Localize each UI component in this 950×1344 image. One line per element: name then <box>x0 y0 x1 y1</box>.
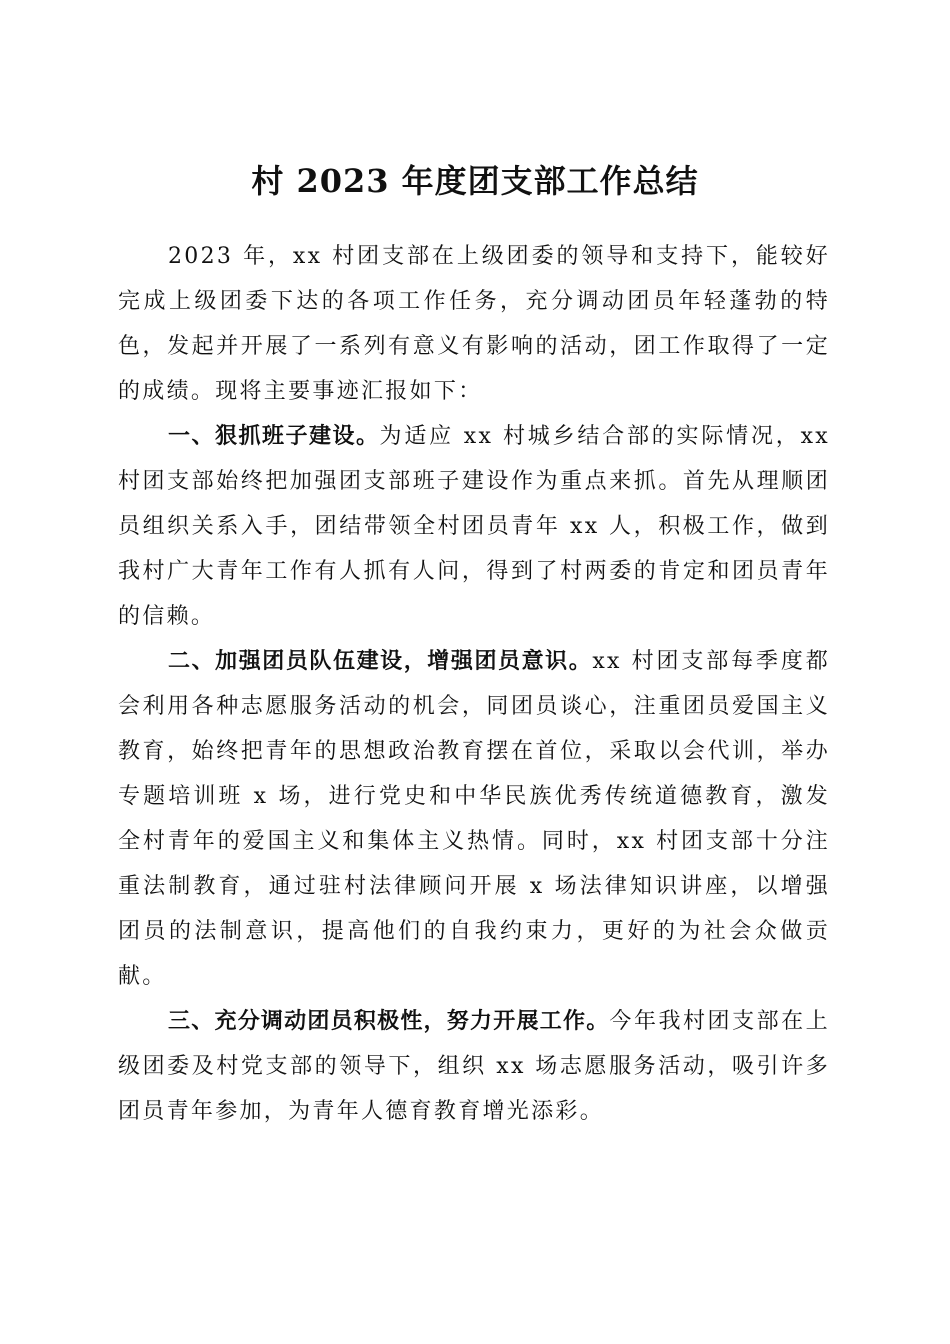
paragraph-intro <box>118 234 830 414</box>
section-3-heading: 三、充分调动团员积极性，努力开展工作。 <box>168 1009 610 1034</box>
section-3-text: 今年我村团支部在上级团委及村党支部的领导下，组织 xx 场志愿服务活动，吸引许多团员青年参加，为青年人德育教育增光添彩。 <box>118 1009 830 1124</box>
paragraph-section-3 <box>118 999 830 1134</box>
document-body <box>118 234 830 1134</box>
paragraph-section-2 <box>118 639 830 999</box>
section-2-heading: 二、加强团员队伍建设，增强团员意识。 <box>168 649 593 674</box>
section-1-heading: 一、狠抓班子建设。 <box>168 424 380 449</box>
section-1-text: 为适应 xx 村城乡结合部的实际情况，xx 村团支部始终把加强团支部班子建设作为重点来抓。首先从理顺团员组织关系入手，团结带领全村团员青年 xx 人，积极工作，做到我村广大青年工作有人抓有人问，得到了村两委的肯定和团员青年的信赖。 <box>118 424 830 629</box>
section-2-text: xx 村团支部每季度都会利用各种志愿服务活动的机会，同团员谈心，注重团员爱国主义教育，始终把青年的思想政治教育摆在首位，采取以会代训，举办专题培训班 x 场，进行党史和中华民族优秀传统道德教育，激发全村青年的爱国主义和集体主义热情。同时，xx 村团支部十分注重法制教育，通过驻村法律顾问开展 x 场法律知识讲座，以增强团员的法制意识，提高他们的自我约束力，更好的为社会众做贡献。 <box>118 649 830 989</box>
document-title: 村 2023 年度团支部工作总结 <box>251 162 699 201</box>
paragraph-intro-text: 2023 年，xx 村团支部在上级团委的领导和支持下，能较好完成上级团委下达的各项工作任务，充分调动团员年轻蓬勃的特色，发起并开展了一系列有意义有影响的活动，团工作取得了一定的成绩。现将主要事迹汇报如下： <box>118 244 830 404</box>
paragraph-section-1 <box>118 414 830 639</box>
